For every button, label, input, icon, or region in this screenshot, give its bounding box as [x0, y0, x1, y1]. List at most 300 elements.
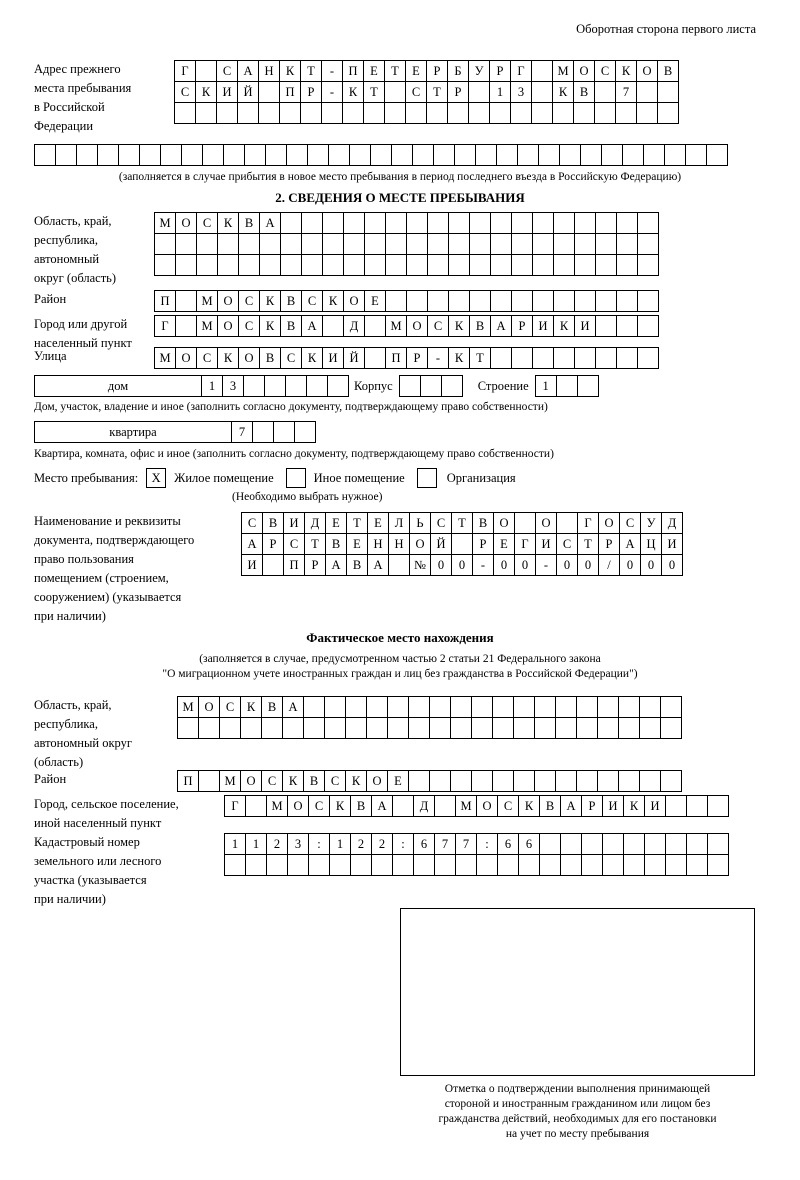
cell[interactable]: О: [198, 696, 220, 718]
cell[interactable]: [196, 254, 218, 276]
cell[interactable]: С: [556, 533, 578, 555]
cell[interactable]: [252, 421, 274, 443]
cell[interactable]: [531, 60, 553, 82]
cell[interactable]: [534, 717, 556, 739]
cell[interactable]: О: [175, 347, 197, 369]
cell[interactable]: [660, 717, 682, 739]
cell[interactable]: [531, 81, 553, 103]
cell[interactable]: [427, 233, 449, 255]
cell[interactable]: 6: [413, 833, 435, 855]
cell[interactable]: 1: [489, 81, 511, 103]
cell[interactable]: 2: [371, 833, 393, 855]
cell[interactable]: Р: [304, 554, 326, 576]
cell[interactable]: [497, 854, 519, 876]
stamp-box[interactable]: [400, 908, 755, 1076]
cell[interactable]: [469, 254, 491, 276]
cell[interactable]: [345, 696, 367, 718]
cell[interactable]: [76, 144, 98, 166]
cell[interactable]: [266, 854, 288, 876]
cell[interactable]: [469, 290, 491, 312]
cell[interactable]: [581, 854, 603, 876]
cell[interactable]: У: [468, 60, 490, 82]
cell[interactable]: Ь: [409, 512, 431, 534]
cell[interactable]: [322, 212, 344, 234]
cell[interactable]: М: [385, 315, 407, 337]
cell[interactable]: О: [217, 315, 239, 337]
cell[interactable]: [660, 696, 682, 718]
cell[interactable]: П: [177, 770, 199, 792]
cell[interactable]: М: [196, 290, 218, 312]
cell[interactable]: М: [196, 315, 218, 337]
cell[interactable]: [408, 696, 430, 718]
cell[interactable]: [406, 290, 428, 312]
cell[interactable]: [532, 212, 554, 234]
cell[interactable]: Р: [300, 81, 322, 103]
cell[interactable]: [391, 144, 413, 166]
cell[interactable]: [639, 717, 661, 739]
cell[interactable]: [511, 347, 533, 369]
cell[interactable]: И: [661, 533, 683, 555]
cell[interactable]: Т: [300, 60, 322, 82]
cell[interactable]: [238, 254, 260, 276]
cell[interactable]: 1: [224, 833, 246, 855]
cell[interactable]: С: [174, 81, 196, 103]
cell[interactable]: [577, 375, 599, 397]
cell[interactable]: В: [238, 212, 260, 234]
cell[interactable]: [469, 233, 491, 255]
cell[interactable]: [364, 254, 386, 276]
cell[interactable]: [259, 254, 281, 276]
cell[interactable]: К: [615, 60, 637, 82]
cell[interactable]: Г: [174, 60, 196, 82]
cell[interactable]: [657, 102, 679, 124]
cell[interactable]: [601, 144, 623, 166]
cell[interactable]: [258, 102, 280, 124]
cell[interactable]: [364, 315, 386, 337]
cell[interactable]: [343, 212, 365, 234]
cell[interactable]: В: [573, 81, 595, 103]
cell[interactable]: [433, 144, 455, 166]
cell[interactable]: [279, 102, 301, 124]
cell[interactable]: [539, 833, 561, 855]
cell[interactable]: К: [301, 347, 323, 369]
cell[interactable]: [345, 717, 367, 739]
cell[interactable]: [237, 102, 259, 124]
cell[interactable]: [471, 717, 493, 739]
cell[interactable]: [471, 770, 493, 792]
cell[interactable]: [405, 102, 427, 124]
cell[interactable]: К: [623, 795, 645, 817]
cell[interactable]: С: [324, 770, 346, 792]
cell[interactable]: 1: [329, 833, 351, 855]
cell[interactable]: [280, 233, 302, 255]
cell[interactable]: К: [195, 81, 217, 103]
cell[interactable]: [490, 254, 512, 276]
cell[interactable]: [406, 254, 428, 276]
cell[interactable]: С: [196, 347, 218, 369]
cell[interactable]: [262, 554, 284, 576]
cell[interactable]: Е: [325, 512, 347, 534]
cell[interactable]: -: [535, 554, 557, 576]
cell[interactable]: [329, 854, 351, 876]
cell[interactable]: 6: [518, 833, 540, 855]
cell[interactable]: [385, 254, 407, 276]
cell[interactable]: [518, 854, 540, 876]
cell[interactable]: С: [196, 212, 218, 234]
cell[interactable]: Н: [388, 533, 410, 555]
cell[interactable]: А: [282, 696, 304, 718]
cell[interactable]: [303, 696, 325, 718]
cell[interactable]: К: [329, 795, 351, 817]
cell[interactable]: [469, 212, 491, 234]
cell[interactable]: [139, 144, 161, 166]
cell[interactable]: [574, 233, 596, 255]
cell[interactable]: [244, 144, 266, 166]
cell[interactable]: М: [219, 770, 241, 792]
cell[interactable]: [429, 717, 451, 739]
cell[interactable]: К: [282, 770, 304, 792]
cell[interactable]: [595, 315, 617, 337]
cell[interactable]: Г: [510, 60, 532, 82]
cell[interactable]: И: [241, 554, 263, 576]
cell[interactable]: Г: [224, 795, 246, 817]
cell[interactable]: :: [392, 833, 414, 855]
cell[interactable]: 0: [640, 554, 662, 576]
cell[interactable]: И: [602, 795, 624, 817]
cell[interactable]: К: [217, 212, 239, 234]
cell[interactable]: Р: [447, 81, 469, 103]
cell[interactable]: [664, 144, 686, 166]
cell[interactable]: [637, 233, 659, 255]
cell[interactable]: [384, 81, 406, 103]
cell[interactable]: [492, 770, 514, 792]
cell[interactable]: [175, 290, 197, 312]
cell[interactable]: [574, 212, 596, 234]
cell[interactable]: В: [261, 696, 283, 718]
cell[interactable]: [447, 102, 469, 124]
cell[interactable]: С: [238, 290, 260, 312]
cell[interactable]: К: [345, 770, 367, 792]
cell[interactable]: 2: [350, 833, 372, 855]
cell[interactable]: [264, 375, 286, 397]
cell[interactable]: [706, 144, 728, 166]
cell[interactable]: Т: [577, 533, 599, 555]
cell[interactable]: [559, 144, 581, 166]
cell[interactable]: [413, 854, 435, 876]
cell[interactable]: [324, 717, 346, 739]
cell[interactable]: А: [619, 533, 641, 555]
cell[interactable]: О: [217, 290, 239, 312]
cell[interactable]: [636, 81, 658, 103]
cell[interactable]: [384, 102, 406, 124]
cell[interactable]: Н: [367, 533, 389, 555]
cell[interactable]: :: [308, 833, 330, 855]
cell[interactable]: С: [219, 696, 241, 718]
cell[interactable]: [555, 770, 577, 792]
cell[interactable]: О: [409, 533, 431, 555]
cell[interactable]: [534, 770, 556, 792]
cell[interactable]: [511, 233, 533, 255]
cell[interactable]: [532, 233, 554, 255]
cell[interactable]: К: [342, 81, 364, 103]
cell[interactable]: [622, 144, 644, 166]
cell[interactable]: [385, 212, 407, 234]
cell[interactable]: [616, 212, 638, 234]
cell[interactable]: 1: [201, 375, 223, 397]
cell[interactable]: 0: [556, 554, 578, 576]
cell[interactable]: Г: [154, 315, 176, 337]
cell[interactable]: [300, 102, 322, 124]
cell[interactable]: [364, 347, 386, 369]
cell[interactable]: [287, 854, 309, 876]
cell[interactable]: [616, 290, 638, 312]
cell[interactable]: [286, 144, 308, 166]
cell[interactable]: [553, 233, 575, 255]
cell[interactable]: [597, 717, 619, 739]
cell[interactable]: [216, 102, 238, 124]
cell[interactable]: К: [518, 795, 540, 817]
cell[interactable]: -: [472, 554, 494, 576]
cell[interactable]: [581, 833, 603, 855]
cell[interactable]: №: [409, 554, 431, 576]
cell[interactable]: С: [427, 315, 449, 337]
cell[interactable]: [492, 696, 514, 718]
cell[interactable]: [616, 347, 638, 369]
cell[interactable]: [55, 144, 77, 166]
cell[interactable]: В: [472, 512, 494, 534]
cell[interactable]: [406, 212, 428, 234]
cell[interactable]: П: [385, 347, 407, 369]
cell[interactable]: О: [573, 60, 595, 82]
cell[interactable]: [707, 833, 729, 855]
cell[interactable]: [553, 347, 575, 369]
cell[interactable]: [408, 717, 430, 739]
cell[interactable]: [217, 254, 239, 276]
cell[interactable]: [597, 696, 619, 718]
cell[interactable]: [597, 770, 619, 792]
cell[interactable]: В: [346, 554, 368, 576]
cell[interactable]: [363, 102, 385, 124]
cell[interactable]: В: [539, 795, 561, 817]
cell[interactable]: С: [238, 315, 260, 337]
cell[interactable]: 0: [661, 554, 683, 576]
cell[interactable]: 3: [222, 375, 244, 397]
cell[interactable]: [555, 717, 577, 739]
cell[interactable]: [160, 144, 182, 166]
cell[interactable]: Е: [367, 512, 389, 534]
cell[interactable]: [308, 854, 330, 876]
cell[interactable]: Е: [363, 60, 385, 82]
cell[interactable]: Л: [388, 512, 410, 534]
cell[interactable]: [665, 854, 687, 876]
cell[interactable]: [238, 233, 260, 255]
cell[interactable]: В: [280, 290, 302, 312]
cell[interactable]: [595, 212, 617, 234]
cell[interactable]: [532, 347, 554, 369]
cell[interactable]: [177, 717, 199, 739]
cell[interactable]: [511, 254, 533, 276]
cell[interactable]: И: [322, 347, 344, 369]
cell[interactable]: [412, 144, 434, 166]
cell[interactable]: С: [308, 795, 330, 817]
cell[interactable]: Е: [493, 533, 515, 555]
cell[interactable]: А: [367, 554, 389, 576]
cell[interactable]: [637, 347, 659, 369]
cell[interactable]: [434, 795, 456, 817]
cell[interactable]: [707, 795, 729, 817]
cell[interactable]: В: [259, 347, 281, 369]
cell[interactable]: [349, 144, 371, 166]
cell[interactable]: [448, 254, 470, 276]
cell[interactable]: [556, 375, 578, 397]
cell[interactable]: [195, 60, 217, 82]
cell[interactable]: [245, 795, 267, 817]
cell[interactable]: [618, 696, 640, 718]
cell[interactable]: С: [594, 60, 616, 82]
cell[interactable]: К: [553, 315, 575, 337]
cell[interactable]: [475, 144, 497, 166]
cell[interactable]: [448, 290, 470, 312]
cell[interactable]: [455, 854, 477, 876]
cell[interactable]: В: [280, 315, 302, 337]
cell[interactable]: И: [574, 315, 596, 337]
cell[interactable]: [595, 254, 617, 276]
cell[interactable]: [366, 696, 388, 718]
cell[interactable]: [450, 696, 472, 718]
cell[interactable]: [532, 290, 554, 312]
cell[interactable]: Д: [304, 512, 326, 534]
cell[interactable]: П: [154, 290, 176, 312]
cell[interactable]: [198, 770, 220, 792]
cell[interactable]: [328, 144, 350, 166]
cell[interactable]: [580, 144, 602, 166]
cell[interactable]: Б: [447, 60, 469, 82]
cell[interactable]: О: [240, 770, 262, 792]
cell[interactable]: [637, 212, 659, 234]
cell[interactable]: [243, 375, 265, 397]
cell[interactable]: [307, 144, 329, 166]
cell[interactable]: 7: [434, 833, 456, 855]
cell[interactable]: [434, 854, 456, 876]
cell[interactable]: М: [177, 696, 199, 718]
cell[interactable]: [573, 102, 595, 124]
cell[interactable]: И: [644, 795, 666, 817]
cell[interactable]: [364, 212, 386, 234]
cell[interactable]: [327, 375, 349, 397]
cell[interactable]: К: [552, 81, 574, 103]
cell[interactable]: В: [325, 533, 347, 555]
cell[interactable]: [513, 770, 535, 792]
cell[interactable]: [321, 102, 343, 124]
cell[interactable]: [517, 144, 539, 166]
stay-type-option3-checkbox[interactable]: [417, 468, 437, 488]
cell[interactable]: [350, 854, 372, 876]
cell[interactable]: Й: [343, 347, 365, 369]
cell[interactable]: [301, 233, 323, 255]
cell[interactable]: А: [325, 554, 347, 576]
cell[interactable]: [273, 421, 295, 443]
cell[interactable]: [644, 833, 666, 855]
cell[interactable]: [196, 233, 218, 255]
cell[interactable]: В: [303, 770, 325, 792]
cell[interactable]: [388, 554, 410, 576]
cell[interactable]: К: [259, 290, 281, 312]
cell[interactable]: С: [405, 81, 427, 103]
cell[interactable]: Е: [387, 770, 409, 792]
cell[interactable]: 0: [577, 554, 599, 576]
cell[interactable]: Е: [364, 290, 386, 312]
cell[interactable]: С: [497, 795, 519, 817]
cell[interactable]: [637, 315, 659, 337]
cell[interactable]: Й: [237, 81, 259, 103]
cell[interactable]: П: [283, 554, 305, 576]
cell[interactable]: 1: [535, 375, 557, 397]
cell[interactable]: [602, 833, 624, 855]
cell[interactable]: [306, 375, 328, 397]
cell[interactable]: [217, 233, 239, 255]
cell[interactable]: [195, 102, 217, 124]
cell[interactable]: [342, 102, 364, 124]
cell[interactable]: [34, 144, 56, 166]
cell[interactable]: 1: [245, 833, 267, 855]
cell[interactable]: [595, 233, 617, 255]
cell[interactable]: О: [476, 795, 498, 817]
cell[interactable]: [303, 717, 325, 739]
cell[interactable]: [553, 254, 575, 276]
cell[interactable]: [371, 854, 393, 876]
cell[interactable]: [595, 290, 617, 312]
cell[interactable]: [574, 290, 596, 312]
cell[interactable]: [429, 696, 451, 718]
cell[interactable]: В: [350, 795, 372, 817]
cell[interactable]: Т: [426, 81, 448, 103]
cell[interactable]: -: [321, 81, 343, 103]
cell[interactable]: [615, 102, 637, 124]
cell[interactable]: 0: [430, 554, 452, 576]
cell[interactable]: [616, 254, 638, 276]
cell[interactable]: [490, 290, 512, 312]
cell[interactable]: С: [280, 347, 302, 369]
cell[interactable]: [514, 512, 536, 534]
cell[interactable]: -: [321, 60, 343, 82]
cell[interactable]: [490, 347, 512, 369]
cell[interactable]: [660, 770, 682, 792]
cell[interactable]: [285, 375, 307, 397]
cell[interactable]: К: [279, 60, 301, 82]
cell[interactable]: [707, 854, 729, 876]
cell[interactable]: Т: [451, 512, 473, 534]
cell[interactable]: И: [216, 81, 238, 103]
cell[interactable]: Т: [363, 81, 385, 103]
cell[interactable]: О: [598, 512, 620, 534]
cell[interactable]: [301, 212, 323, 234]
cell[interactable]: Г: [577, 512, 599, 534]
cell[interactable]: [637, 254, 659, 276]
cell[interactable]: [450, 770, 472, 792]
cell[interactable]: 7: [231, 421, 253, 443]
cell[interactable]: О: [366, 770, 388, 792]
cell[interactable]: Н: [258, 60, 280, 82]
cell[interactable]: В: [657, 60, 679, 82]
cell[interactable]: [175, 315, 197, 337]
cell[interactable]: [685, 144, 707, 166]
stay-type-option2-checkbox[interactable]: [286, 468, 306, 488]
cell[interactable]: У: [640, 512, 662, 534]
cell[interactable]: [513, 696, 535, 718]
cell[interactable]: С: [241, 512, 263, 534]
cell[interactable]: С: [619, 512, 641, 534]
cell[interactable]: [154, 254, 176, 276]
